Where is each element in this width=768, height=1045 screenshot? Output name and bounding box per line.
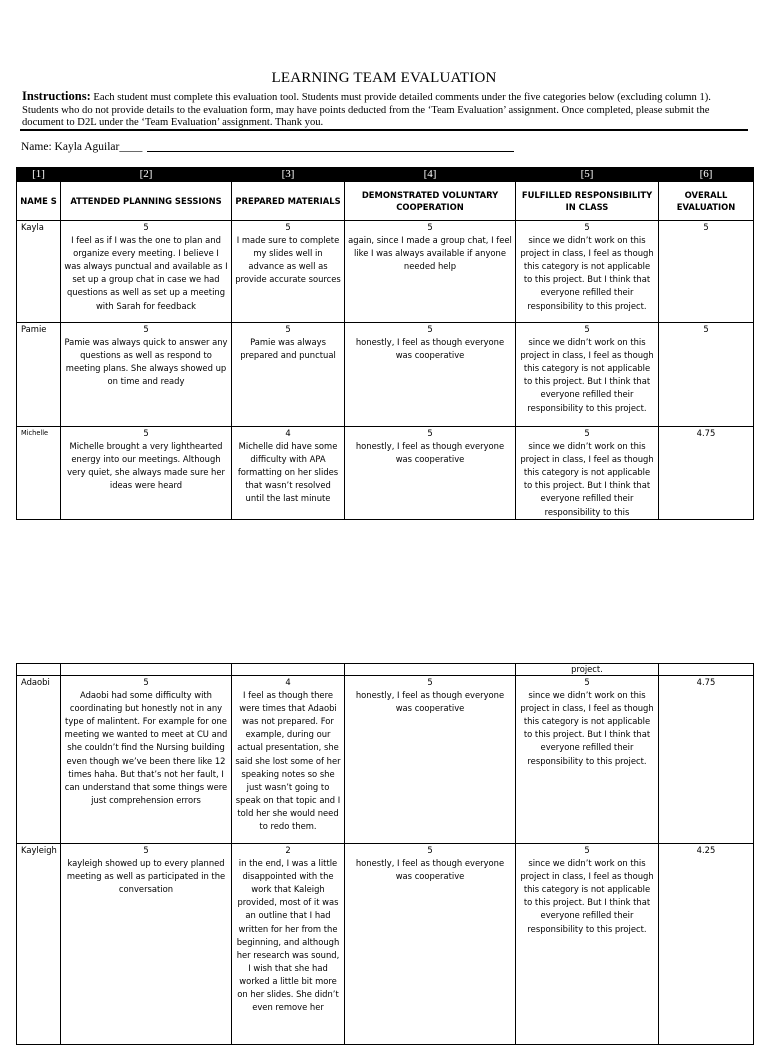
cell-prepared xyxy=(232,664,345,676)
cell-prepared: 5 I made sure to complete my slides well in advance as well as provide accurate sources xyxy=(232,221,345,323)
cell-cooperation: 5 honestly, I feel as though everyone was cooperative xyxy=(345,844,516,1045)
column-number-2: [2] xyxy=(61,168,232,182)
cell-attended: 5 Adaobi had some difficulty with coordinating but honestly not in any type of malintent. For example for one meeting we wanted to meet at CU and she couldn’t find the Nursing building even though we’ve been there like 12 times haha. But that’s not her fault, I can understand that some things were just comprehension errors xyxy=(61,676,232,844)
column-number-6: [6] xyxy=(659,168,754,182)
document-title: LEARNING TEAM EVALUATION xyxy=(271,70,497,86)
cell-attended: 5 Pamie was always quick to answer any questions as well as respond to meeting plans. She always showed up on time and ready xyxy=(61,323,232,427)
cell-prepared: 2 in the end, I was a little disappointed with the work that Kaleigh provided, most of it was an outline that I had written for her from the beginning, and although her research was sound, I wish that she had worked a little bit more on her slides. She didn’t even remove her xyxy=(232,844,345,1045)
instructions xyxy=(22,90,750,130)
evaluation-table-continued xyxy=(16,663,754,1045)
table-row xyxy=(17,676,754,844)
cell-overall xyxy=(659,664,754,676)
header-names: NAME S xyxy=(17,182,61,221)
divider-rule xyxy=(20,129,748,131)
header-overall: OVERALL EVALUATION xyxy=(659,182,754,221)
table-row-continuation xyxy=(17,664,754,676)
cell-name: Pamie xyxy=(17,323,61,427)
column-number-5: [5] xyxy=(516,168,659,182)
column-number-4: [4] xyxy=(345,168,516,182)
cell-cooperation: 5 honestly, I feel as though everyone was cooperative xyxy=(345,323,516,427)
cell-attended: 5 Michelle brought a very lighthearted energy into our meetings. Although very quiet, she always made sure her ideas were heard xyxy=(61,427,232,520)
table-row xyxy=(17,221,754,323)
header-attended: ATTENDED PLANNING SESSIONS xyxy=(61,182,232,221)
cell-overall: 5 xyxy=(659,221,754,323)
column-number-1: [1] xyxy=(17,168,61,182)
cell-cooperation: 5 honestly, I feel as though everyone was cooperative xyxy=(345,676,516,844)
cell-name: Michelle xyxy=(17,427,61,520)
instructions-text: Each student must complete this evaluation tool. Students must provide detailed comments under the five categories below (excluding column 1). Students who do not provide details to the evaluation form, may have points deducted from the ‘Team Evaluation’ assignment. Once completed, please submit the document to D2L under the ‘Team Evaluation’ assignment. Thank you. xyxy=(22,92,711,128)
table-row xyxy=(17,323,754,427)
cell-attended: 5 I feel as if I was the one to plan and organize every meeting. I believe I was always punctual and available as I set up a group chat in case we had questions as well as set up a meeting with Sarah for feedback xyxy=(61,221,232,323)
cell-name: Kayla xyxy=(17,221,61,323)
cell-responsibility: 5 since we didn’t work on this project in class, I feel as though this category is not applicable to this project. But I think that everyone refilled their responsibility to this project. xyxy=(516,221,659,323)
cell-prepared: 5 Pamie was always prepared and punctual xyxy=(232,323,345,427)
cell-prepared: 4 Michelle did have some difficulty with APA formatting on her slides that wasn’t resolved until the last minute xyxy=(232,427,345,520)
name-underline xyxy=(147,151,514,152)
cell-attended: 5 kayleigh showed up to every planned meeting as well as participated in the conversation xyxy=(61,844,232,1045)
cell-overall: 5 xyxy=(659,323,754,427)
cell-overall: 4.75 xyxy=(659,676,754,844)
cell-name: Adaobi xyxy=(17,676,61,844)
header-cooperation: DEMONSTRATED VOLUNTARY COOPERATION xyxy=(345,182,516,221)
cell-responsibility: 5 since we didn’t work on this project in class, I feel as though this category is not applicable to this project. But I think that everyone refilled their responsibility to this project. xyxy=(516,323,659,427)
column-number-3: [3] xyxy=(232,168,345,182)
cell-attended xyxy=(61,664,232,676)
cell-cooperation: 5 again, since I made a group chat, I feel like I was always available if anyone needed help xyxy=(345,221,516,323)
cell-cooperation xyxy=(345,664,516,676)
table-row xyxy=(17,844,754,1045)
cell-overall: 4.75 xyxy=(659,427,754,520)
cell-name xyxy=(17,664,61,676)
cell-responsibility: 5 since we didn’t work on this project in class, I feel as though this category is not applicable to this project. But I think that everyone refilled their responsibility to this project. xyxy=(516,676,659,844)
cell-responsibility: 5 since we didn’t work on this project in class, I feel as though this category is not applicable to this project. But I think that everyone refilled their responsibility to this project. xyxy=(516,844,659,1045)
cell-responsibility: 5 since we didn’t work on this project in class, I feel as though this category is not applicable to this project. But I think that everyone refilled their responsibility to this xyxy=(516,427,659,520)
cell-overall: 4.25 xyxy=(659,844,754,1045)
cell-cooperation: 5 honestly, I feel as though everyone was cooperative xyxy=(345,427,516,520)
table-row xyxy=(17,427,754,520)
instructions-lead: Instructions: xyxy=(22,89,91,103)
evaluation-table xyxy=(16,167,754,520)
name-field: Name: Kayla Aguilar____ xyxy=(21,141,143,153)
cell-name: Kayleigh xyxy=(17,844,61,1045)
cell-prepared: 4 I feel as though there were times that Adaobi was not prepared. For example, during our actual presentation, she said she lost some of her speaking notes so she just wasn’t going to speak on that topic and I told her she would need to redo them. xyxy=(232,676,345,844)
header-responsibility: FULFILLED RESPONSIBILITY IN CLASS xyxy=(516,182,659,221)
cell-responsibility: project. xyxy=(516,664,659,676)
header-prepared: PREPARED MATERIALS xyxy=(232,182,345,221)
